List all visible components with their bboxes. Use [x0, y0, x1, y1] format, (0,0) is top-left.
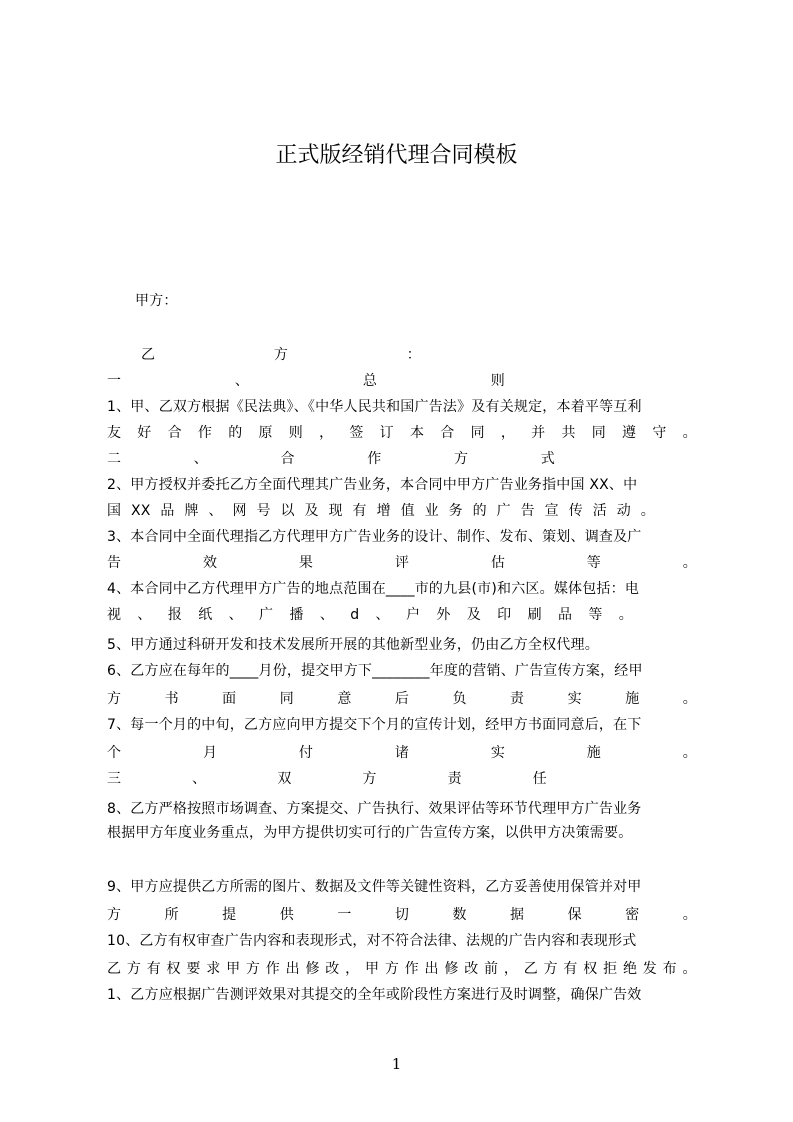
spread-char: 传 [568, 503, 583, 519]
spread-char: 修 [444, 961, 459, 977]
spread-char: 绝 [622, 961, 638, 977]
spread-char: 意 [337, 691, 352, 707]
spread-char: 。 [682, 907, 697, 923]
spread-char: 友 [107, 425, 122, 441]
spread-char: 任 [532, 771, 547, 787]
paragraph-6-line-2 [107, 686, 697, 712]
spread-char: 三 [107, 771, 122, 787]
paragraph-5: 5、甲方通过科研开发和技术发展所开展的其他新型业务，仍由乙方全权代理。 [107, 637, 599, 653]
spread-char: 、 [192, 771, 207, 787]
spread-char: 广 [259, 607, 274, 623]
spread-char: 遵 [622, 425, 637, 441]
party-a-line: 甲方： [135, 293, 178, 309]
spread-char: 密 [625, 907, 640, 923]
spread-char: 网 [232, 503, 247, 519]
spread-char: 甲 [364, 961, 380, 977]
spread-char: 、 [208, 503, 223, 519]
spread-char: 及 [466, 607, 481, 623]
spread-char: 作 [404, 961, 419, 977]
spread-char: 、 [193, 451, 208, 467]
spread-char: ， [345, 961, 360, 977]
paragraph-6-line-1: 6、乙方应在每年的____月份，提交甲方下________年度的营销、广告宣传方案，经甲 [107, 663, 643, 679]
spread-char: 提 [222, 907, 237, 923]
spread-char: 外 [436, 607, 451, 623]
spread-char: 方 [245, 961, 261, 977]
spread-char: 据 [510, 907, 525, 923]
spread-char: 宣 [544, 503, 559, 519]
spread-char: 。 [618, 607, 633, 623]
spread-char: 付 [298, 745, 314, 761]
spread-char: 告 [520, 503, 535, 519]
spread-char: 后 [394, 691, 410, 707]
spread-char: 要 [186, 961, 201, 977]
spread-char: 作 [367, 451, 382, 467]
spread-char: 业 [424, 503, 439, 519]
spread-char: 式 [540, 451, 555, 467]
spread-char: 布 [662, 961, 677, 977]
spread-char: 方 [273, 347, 289, 363]
spread-char: 的 [228, 425, 243, 441]
spread-char: 好 [137, 425, 152, 441]
spread-char: 评 [394, 555, 410, 571]
spread-char: 前 [484, 961, 499, 977]
spread-char: 广 [496, 503, 511, 519]
spread-char: 权 [583, 961, 598, 977]
spread-char: 原 [258, 425, 273, 441]
spread-char: 有 [563, 961, 578, 977]
spread-char: 并 [531, 425, 546, 441]
spread-char: 同 [279, 691, 294, 707]
spread-char: 同 [470, 425, 485, 441]
spread-char: 实 [490, 745, 506, 761]
paragraph-7-line-1: 7、每一个月的中旬，乙方应向甲方提交下个月的宣传计划，经甲方书面同意后，在下 [107, 717, 642, 733]
paragraph-8-line-1: 8、乙方严格按照市场调查、方案提交、广告执行、效果评估等环节代理甲方广告业务 [107, 801, 642, 817]
spread-char: 改 [464, 961, 479, 977]
spread-char: 负 [452, 691, 467, 707]
spread-char: 纸 [198, 607, 213, 623]
spread-char: 乙 [523, 961, 538, 977]
paragraph-8-line-2: 根据甲方年度业务重点，为甲方提供切实可行的广告宣传方案，以供甲方决策需要。 [107, 825, 633, 841]
paragraph-2-line-1: 2、甲方授权并委托乙方全面代理其广告业务，本合同中甲方广告业务指中国 XX、中 [107, 477, 638, 493]
spread-char: 等 [588, 607, 603, 623]
spread-char: 则 [288, 425, 303, 441]
spread-char: 共 [561, 425, 576, 441]
spread-char: 现 [328, 503, 343, 519]
spread-char: 签 [349, 425, 364, 441]
spread-char: 拒 [603, 961, 618, 977]
spread-char: 实 [567, 691, 582, 707]
spread-char: 估 [490, 555, 506, 571]
spread-char: 则 [490, 373, 505, 389]
spread-char: 订 [379, 425, 394, 441]
page-number: 1 [391, 1055, 402, 1073]
spread-char: 方 [362, 771, 377, 787]
spread-char: 切 [394, 907, 410, 923]
spread-char: 二 [107, 451, 122, 467]
spread-char: ， [500, 425, 516, 441]
spread-char: 改 [325, 961, 340, 977]
spread-char: 。 [640, 503, 655, 519]
spread-char: 活 [592, 503, 607, 519]
spread-char: 。 [682, 555, 697, 571]
spread-char: 修 [305, 961, 320, 977]
spread-char: 一 [107, 373, 122, 389]
spread-char: 刷 [527, 607, 542, 623]
paragraph-4-line-2 [107, 602, 633, 628]
spread-char: 方 [107, 907, 122, 923]
spread-char: 。 [682, 691, 697, 707]
paragraph-9-line-2 [107, 902, 697, 928]
spread-char: 责 [510, 691, 525, 707]
spread-char: 值 [400, 503, 415, 519]
spread-char: 号 [256, 503, 271, 519]
spread-char: 守 [652, 425, 667, 441]
spread-char: 保 [567, 907, 582, 923]
spread-char: 有 [146, 961, 161, 977]
spread-char: 的 [472, 503, 487, 519]
spread-char: 方 [543, 961, 558, 977]
spread-char: 户 [405, 607, 421, 623]
document-body [107, 0, 697, 1122]
spread-char: 品 [160, 503, 175, 519]
spread-char: 果 [298, 555, 314, 571]
spread-char: 个 [107, 745, 122, 761]
spread-char: 。 [682, 425, 697, 441]
spread-char: 国 [107, 503, 122, 519]
paragraph-1-line-2 [107, 420, 697, 446]
spread-char: 施 [586, 745, 601, 761]
spread-char: 以 [280, 503, 295, 519]
spread-char: 一 [337, 907, 352, 923]
spread-char: 牌 [184, 503, 199, 519]
spread-char: 所 [164, 907, 179, 923]
paragraph-3-line-1: 3、本合同中全面代理指乙方代理甲方广告业务的设计、制作、发布、策划、调查及广 [107, 529, 642, 545]
paragraph-3-line-2 [107, 550, 697, 576]
spread-char: 、 [319, 607, 335, 623]
spread-char: 合 [440, 425, 455, 441]
spread-char: 告 [107, 555, 122, 571]
spread-char: 、 [234, 373, 250, 389]
section-heading-cooperation [107, 446, 555, 472]
spread-char: 、 [375, 607, 390, 623]
spread-char: ： [406, 347, 421, 363]
spread-char: 视 [107, 607, 122, 623]
spread-char: 求 [206, 961, 221, 977]
spread-char: 数 [452, 907, 467, 923]
section-heading-responsibilities [107, 766, 547, 792]
spread-char: 月 [202, 745, 218, 761]
spread-char: 作 [265, 961, 280, 977]
spread-char: 有 [352, 503, 367, 519]
spread-char: 甲 [226, 961, 241, 977]
spread-char: 本 [409, 425, 425, 441]
paragraph-1-line-1: 1、甲、乙双方根据《民法典》、《中华人民共和国广告法》及有关规定，本着平等互利 [107, 399, 642, 415]
spread-char: 等 [586, 555, 601, 571]
spread-char: 播 [289, 607, 304, 623]
spread-char: 诸 [394, 745, 410, 761]
spread-char: 品 [557, 607, 573, 623]
spread-char: 供 [279, 907, 294, 923]
spread-char: 发 [642, 961, 657, 977]
spread-char: 。 [682, 745, 697, 761]
paragraph-9-line-1: 9、甲方应提供乙方所需的图片、数据及文件等关键性资料，乙方妥善使用保管并对甲 [107, 879, 642, 895]
spread-char: 方 [384, 961, 400, 977]
spread-char: 、 [137, 607, 152, 623]
spread-char: 作 [197, 425, 213, 441]
spread-char: 增 [376, 503, 391, 519]
spread-char: 权 [166, 961, 181, 977]
spread-char: 方 [107, 691, 122, 707]
paragraph-7-line-2 [107, 740, 697, 766]
page-title: 正式版经销代理合同模板 [275, 143, 518, 168]
spread-char: XX [131, 503, 151, 519]
spread-char: 责 [447, 771, 462, 787]
spread-char: 双 [277, 771, 292, 787]
spread-char: 报 [167, 607, 183, 623]
section-heading-general [107, 368, 505, 394]
paragraph-10-line-1: 10、乙方有权审查广告内容和表现形式，对不符合法律、法规的广告内容和表现形式 [107, 933, 637, 949]
spread-char: 乙 [107, 961, 122, 977]
paragraph-11-line-1: 1、乙方应根据广告测评效果对其提交的全年或阶段性方案进行及时调整，确保广告效 [107, 987, 642, 1003]
spread-char: d [350, 607, 360, 623]
paragraph-10-line-2 [107, 956, 697, 982]
spread-char: 方 [126, 961, 142, 977]
paragraph-4-line-1: 4、本合同中乙方代理甲方广告的地点范围在____市的九县(市)和六区。媒体包括：电 [107, 581, 640, 597]
party-b-line [141, 342, 421, 368]
paragraph-2-line-2 [107, 498, 655, 524]
spread-char: 。 [682, 961, 697, 977]
spread-char: 务 [448, 503, 463, 519]
spread-char: 总 [362, 373, 378, 389]
spread-char: 及 [304, 503, 319, 519]
spread-char: 效 [202, 555, 218, 571]
spread-char: 出 [285, 961, 300, 977]
spread-char: 、 [228, 607, 243, 623]
spread-char: 动 [616, 503, 631, 519]
spread-char: 面 [222, 691, 237, 707]
spread-char: ， [503, 961, 519, 977]
spread-char: 印 [497, 607, 512, 623]
spread-char: 出 [424, 961, 439, 977]
spread-char: 书 [164, 691, 179, 707]
spread-char: ， [319, 425, 334, 441]
spread-char: 方 [454, 451, 469, 467]
spread-char: 乙 [141, 347, 156, 363]
spread-char: 同 [591, 425, 606, 441]
spread-char: 合 [167, 425, 182, 441]
spread-char: 施 [625, 691, 640, 707]
spread-char: 合 [280, 451, 295, 467]
